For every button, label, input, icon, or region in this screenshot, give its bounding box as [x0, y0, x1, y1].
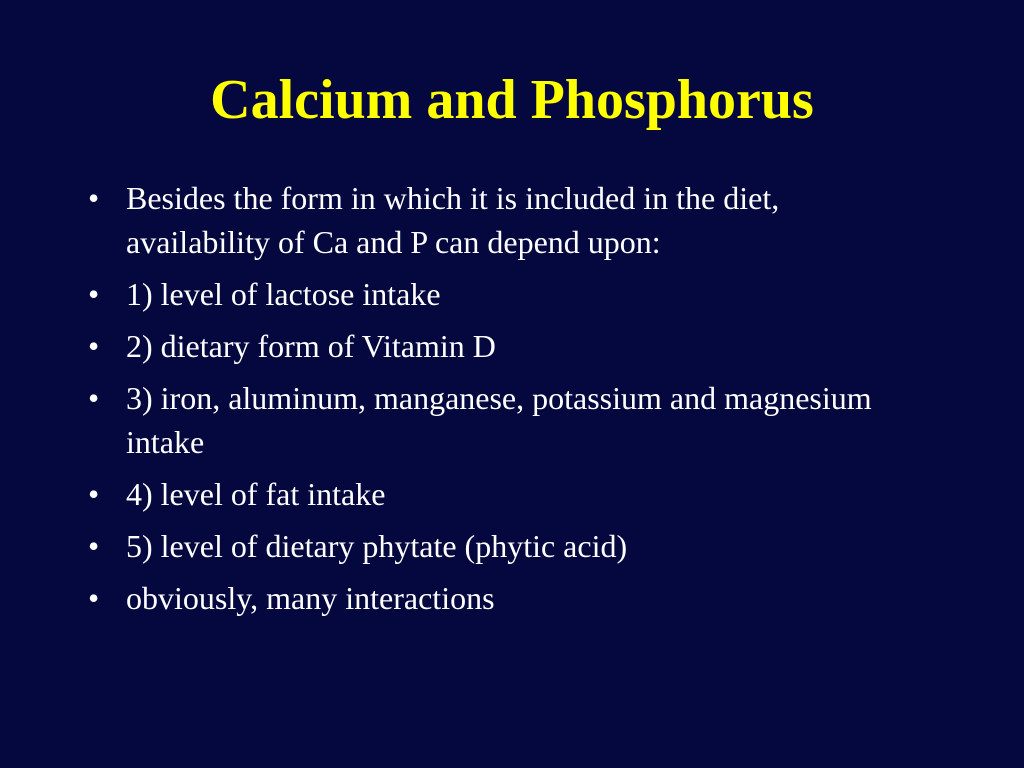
bullet-marker: • [88, 380, 100, 416]
bullet-item [88, 576, 908, 620]
bullet-marker: • [88, 180, 100, 216]
bullet-marker: • [88, 276, 100, 312]
bullet-marker: • [88, 580, 100, 616]
bullet-item [88, 472, 908, 516]
bullet-text: 2) dietary form of Vitamin D [126, 328, 496, 364]
bullet-marker: • [88, 328, 100, 364]
bullet-item [88, 324, 908, 368]
bullet-marker: • [88, 528, 100, 564]
bullet-text: 1) level of lactose intake [126, 276, 441, 312]
bullet-item [88, 376, 908, 464]
bullet-text: 3) iron, aluminum, manganese, potassium and magnesium intake [126, 380, 872, 460]
bullet-item [88, 176, 908, 264]
bullet-list [88, 176, 908, 628]
bullet-marker: • [88, 476, 100, 512]
slide-title: Calcium and Phosphorus [210, 69, 814, 131]
bullet-text: Besides the form in which it is included in the diet, availability of Ca and P can depend upon: [126, 180, 780, 260]
bullet-item [88, 524, 908, 568]
bullet-item [88, 272, 908, 316]
bullet-text: 4) level of fat intake [126, 476, 386, 512]
bullet-text: obviously, many interactions [126, 580, 495, 616]
bullet-text: 5) level of dietary phytate (phytic acid) [126, 528, 628, 564]
